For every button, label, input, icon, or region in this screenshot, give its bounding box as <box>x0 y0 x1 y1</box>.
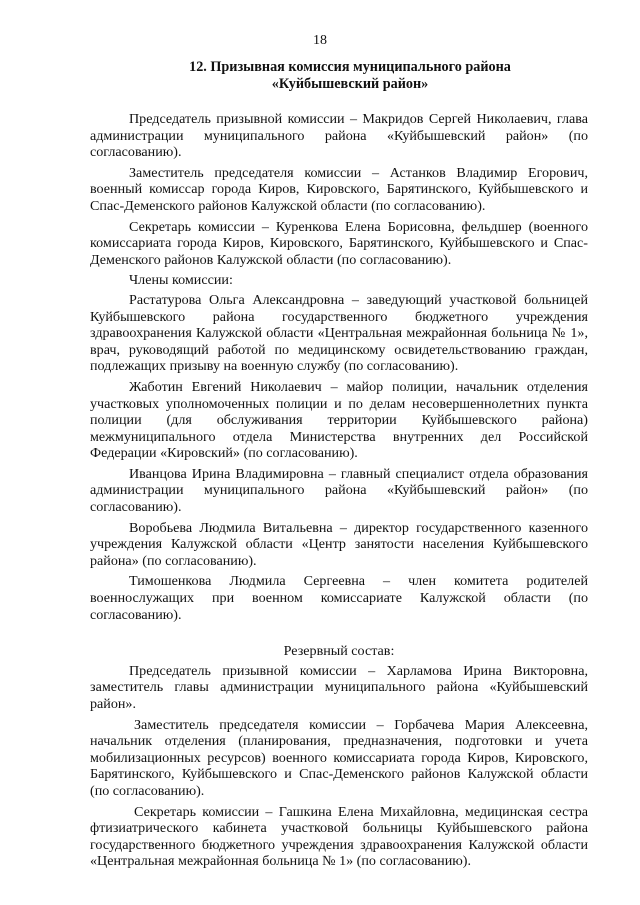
member-paragraph: Растатурова Ольга Александровна – заведующий участковой больницей Куйбышевского района государственного бюджетного учреждения здравоохранения Калужской области «Центральная межрайонная больница № 1», врач, руководящий работой по медицинскому освидетельствованию граждан, подлежащих призыву на военную службу (по согласованию). <box>90 291 588 375</box>
reserve-heading: Резервный состав: <box>283 643 395 660</box>
section-title-line2: «Куйбышевский район» <box>271 75 429 92</box>
reserve-deputy-paragraph: Заместитель председателя комиссии – Горбачева Мария Алексеевна, начальник отделения (планирования, предназначения, подготовки и учета мобилизационных ресурсов) военного комиссариата города Киров, Кировского, Барятинского, Куйбышевского и Спас-Деменского районов Калужской области (по согласованию). <box>90 716 588 799</box>
section-title-line1: 12. Призывная комиссия муниципального района <box>189 59 511 75</box>
deputy-chairman-paragraph: Заместитель председателя комиссии – Астанков Владимир Егорович, военный комиссар города Киров, Кировского, Барятинского, Куйбышевского и Спас-Деменского районов Калужской области (по согласованию). <box>90 164 588 214</box>
reserve-chairman-paragraph: Председатель призывной комиссии – Харламова Ирина Викторовна, заместитель главы администрации муниципального района «Куйбышевский район». <box>90 662 588 712</box>
section-title <box>90 59 610 92</box>
member-paragraph: Иванцова Ирина Владимировна – главный специалист отдела образования администрации муниципального района «Куйбышевский район» (по согласованию). <box>90 465 588 516</box>
member-paragraph: Воробьева Людмила Витальевна – директор государственного казенного учреждения Калужской области «Центр занятости населения Куйбышевского района» (по согласованию). <box>90 519 588 569</box>
members-heading: Члены комиссии: <box>129 272 233 289</box>
member-paragraph: Тимошенкова Людмила Сергеевна – член комитета родителей военнослужащих при военном комиссариате Калужской области (по согласованию). <box>90 573 588 623</box>
member-paragraph: Жаботин Евгений Николаевич – майор полиции, начальник отделения участковых уполномоченных полиции и по делам несовершеннолетних пункта полиции (для обслуживания территории Куйбышевского района) межмуниципального отдела Министерства внутренних дел Российской Федерации «Кировский» (по согласованию). <box>90 378 588 462</box>
document-body <box>90 111 588 874</box>
page-number: 18 <box>313 33 327 48</box>
secretary-paragraph: Секретарь комиссии – Куренкова Елена Борисовна, фельдшер (военного комиссариата города Киров, Кировского, Барятинского, Куйбышевского и Спас-Деменского районов Калужской области (по согласованию). <box>90 218 588 268</box>
reserve-secretary-paragraph: Секретарь комиссии – Гашкина Елена Михайловна, медицинская сестра фтизиатрического кабинета участковой больницы Куйбышевского района государственного бюджетного учреждения здравоохранения Калужской области «Центральная межрайонная больница № 1» (по согласованию). <box>90 803 588 870</box>
chairman-paragraph: Председатель призывной комиссии – Макридов Сергей Николаевич, глава администрации муниципального района «Куйбышевский район» (по согласованию). <box>90 111 588 161</box>
